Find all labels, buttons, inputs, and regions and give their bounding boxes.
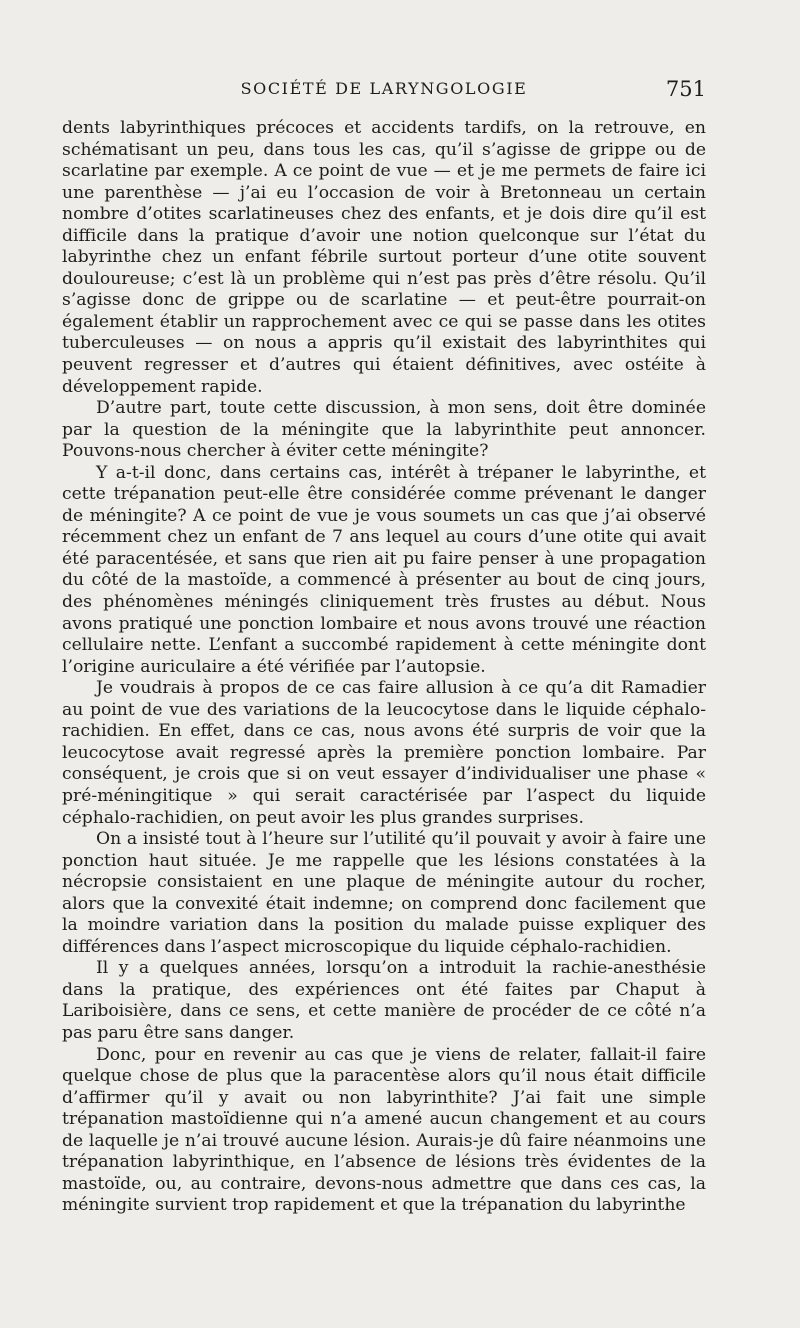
page-header: [62, 78, 706, 102]
running-title: SOCIÉTÉ DE LARYNGOLOGIE: [240, 79, 528, 98]
paragraph: On a insisté tout à l’heure sur l’utilité qu’il pouvait y avoir à faire une ponction haut située. Je me rappelle que les lésions constatées à la nécropsie consistaient en une plaque de méningite autour du rocher, alors que la convexité était indemne; on comprend donc facilement que la moindre variation dans la position du malade puisse expliquer des différences dans l’aspect microscopique du liquide céphalo-rachidien.: [62, 829, 706, 957]
paragraph: D’autre part, toute cette discussion, à mon sens, doit être dominée par la question de la méningite que la labyrinthite peut annoncer. Pouvons-nous chercher à éviter cette méningite?: [62, 398, 706, 462]
paragraph: Y a-t-il donc, dans certains cas, intérêt à trépaner le labyrinthe, et cette trépanation peut-elle être considérée comme prévenant le danger de méningite? A ce point de vue je vous soumets un cas que j’ai observé récemment chez un enfant de 7 ans lequel au cours d’une otite qui avait été paracentésée, et sans que rien ait pu faire penser à une propagation du côté de la mastoïde, a commencé à présenter au bout de cinq jours, des phénomènes méningés cliniquement très frustes au début. Nous avons pratiqué une ponction lombaire et nous avons trouvé une réaction cellulaire nette. L’enfant a succombé rapidement à cette méningite dont l’origine auriculaire a été vérifiée par l’autopsie.: [62, 462, 706, 677]
paragraph: Il y a quelques années, lorsqu’on a introduit la rachie-anesthésie dans la pratique, des expériences ont été faites par Chaput à Lariboisière, dans ce sens, et cette manière de procéder de ce côté n’a pas paru être sans danger.: [62, 958, 706, 1043]
page-number: 751: [665, 77, 706, 101]
body-text: [62, 118, 706, 1217]
paragraph: Je voudrais à propos de ce cas faire allusion à ce qu’a dit Ramadier au point de vue des variations de la leucocytose dans le liquide céphalo-rachidien. En effet, dans ce cas, nous avons été surpris de voir que la leucocytose avait regressé après la première ponction lombaire. Par conséquent, je crois que si on veut essayer d’individualiser une phase « pré-méningitique » qui serait caractérisée par l’aspect du liquide céphalo-rachidien, on peut avoir les plus grandes surprises.: [62, 678, 706, 828]
paragraph-continued: dents labyrinthiques précoces et accidents tardifs, on la retrouve, en schématisant un peu, dans tous les cas, qu’il s’agisse de grippe ou de scarlatine par exemple. A ce point de vue — et je me permets de faire ici une parenthèse — j’ai eu l’occasion de voir à Bretonneau un certain nombre d’otites scarlatineuses chez des enfants, et je dois dire qu’il est difficile dans la pratique d’avoir une notion quelconque sur l’état du labyrinthe chez un enfant fébrile surtout porteur d’une otite souvent douloureuse; c’est là un problème qui n’est pas près d’être résolu. Qu’il s’agisse donc de grippe ou de scarlatine — et peut-être pourrait-on également établir un rapprochement avec ce qui se passe dans les otites tuberculeuses — on nous a appris qu’il existait des labyrinthites qui peuvent regresser et d’autres qui étaient définitives, avec ostéite à développement rapide.: [62, 118, 706, 397]
paragraph: Donc, pour en revenir au cas que je viens de relater, fallait-il faire quelque chose de plus que la paracentèse alors qu’il nous était difficile d’affirmer qu’il y avait ou non labyrinthite? J’ai fait une simple trépanation mastoïdienne qui n’a amené aucun changement et au cours de laquelle je n’ai trouvé aucune lésion. Aurais-je dû faire néanmoins une trépanation labyrinthique, en l’absence de lésions très évidentes de la mastoïde, ou, au contraire, devons-nous admettre que dans ces cas, la méningite survient trop rapidement et que la trépanation du labyrinthe: [62, 1044, 706, 1216]
